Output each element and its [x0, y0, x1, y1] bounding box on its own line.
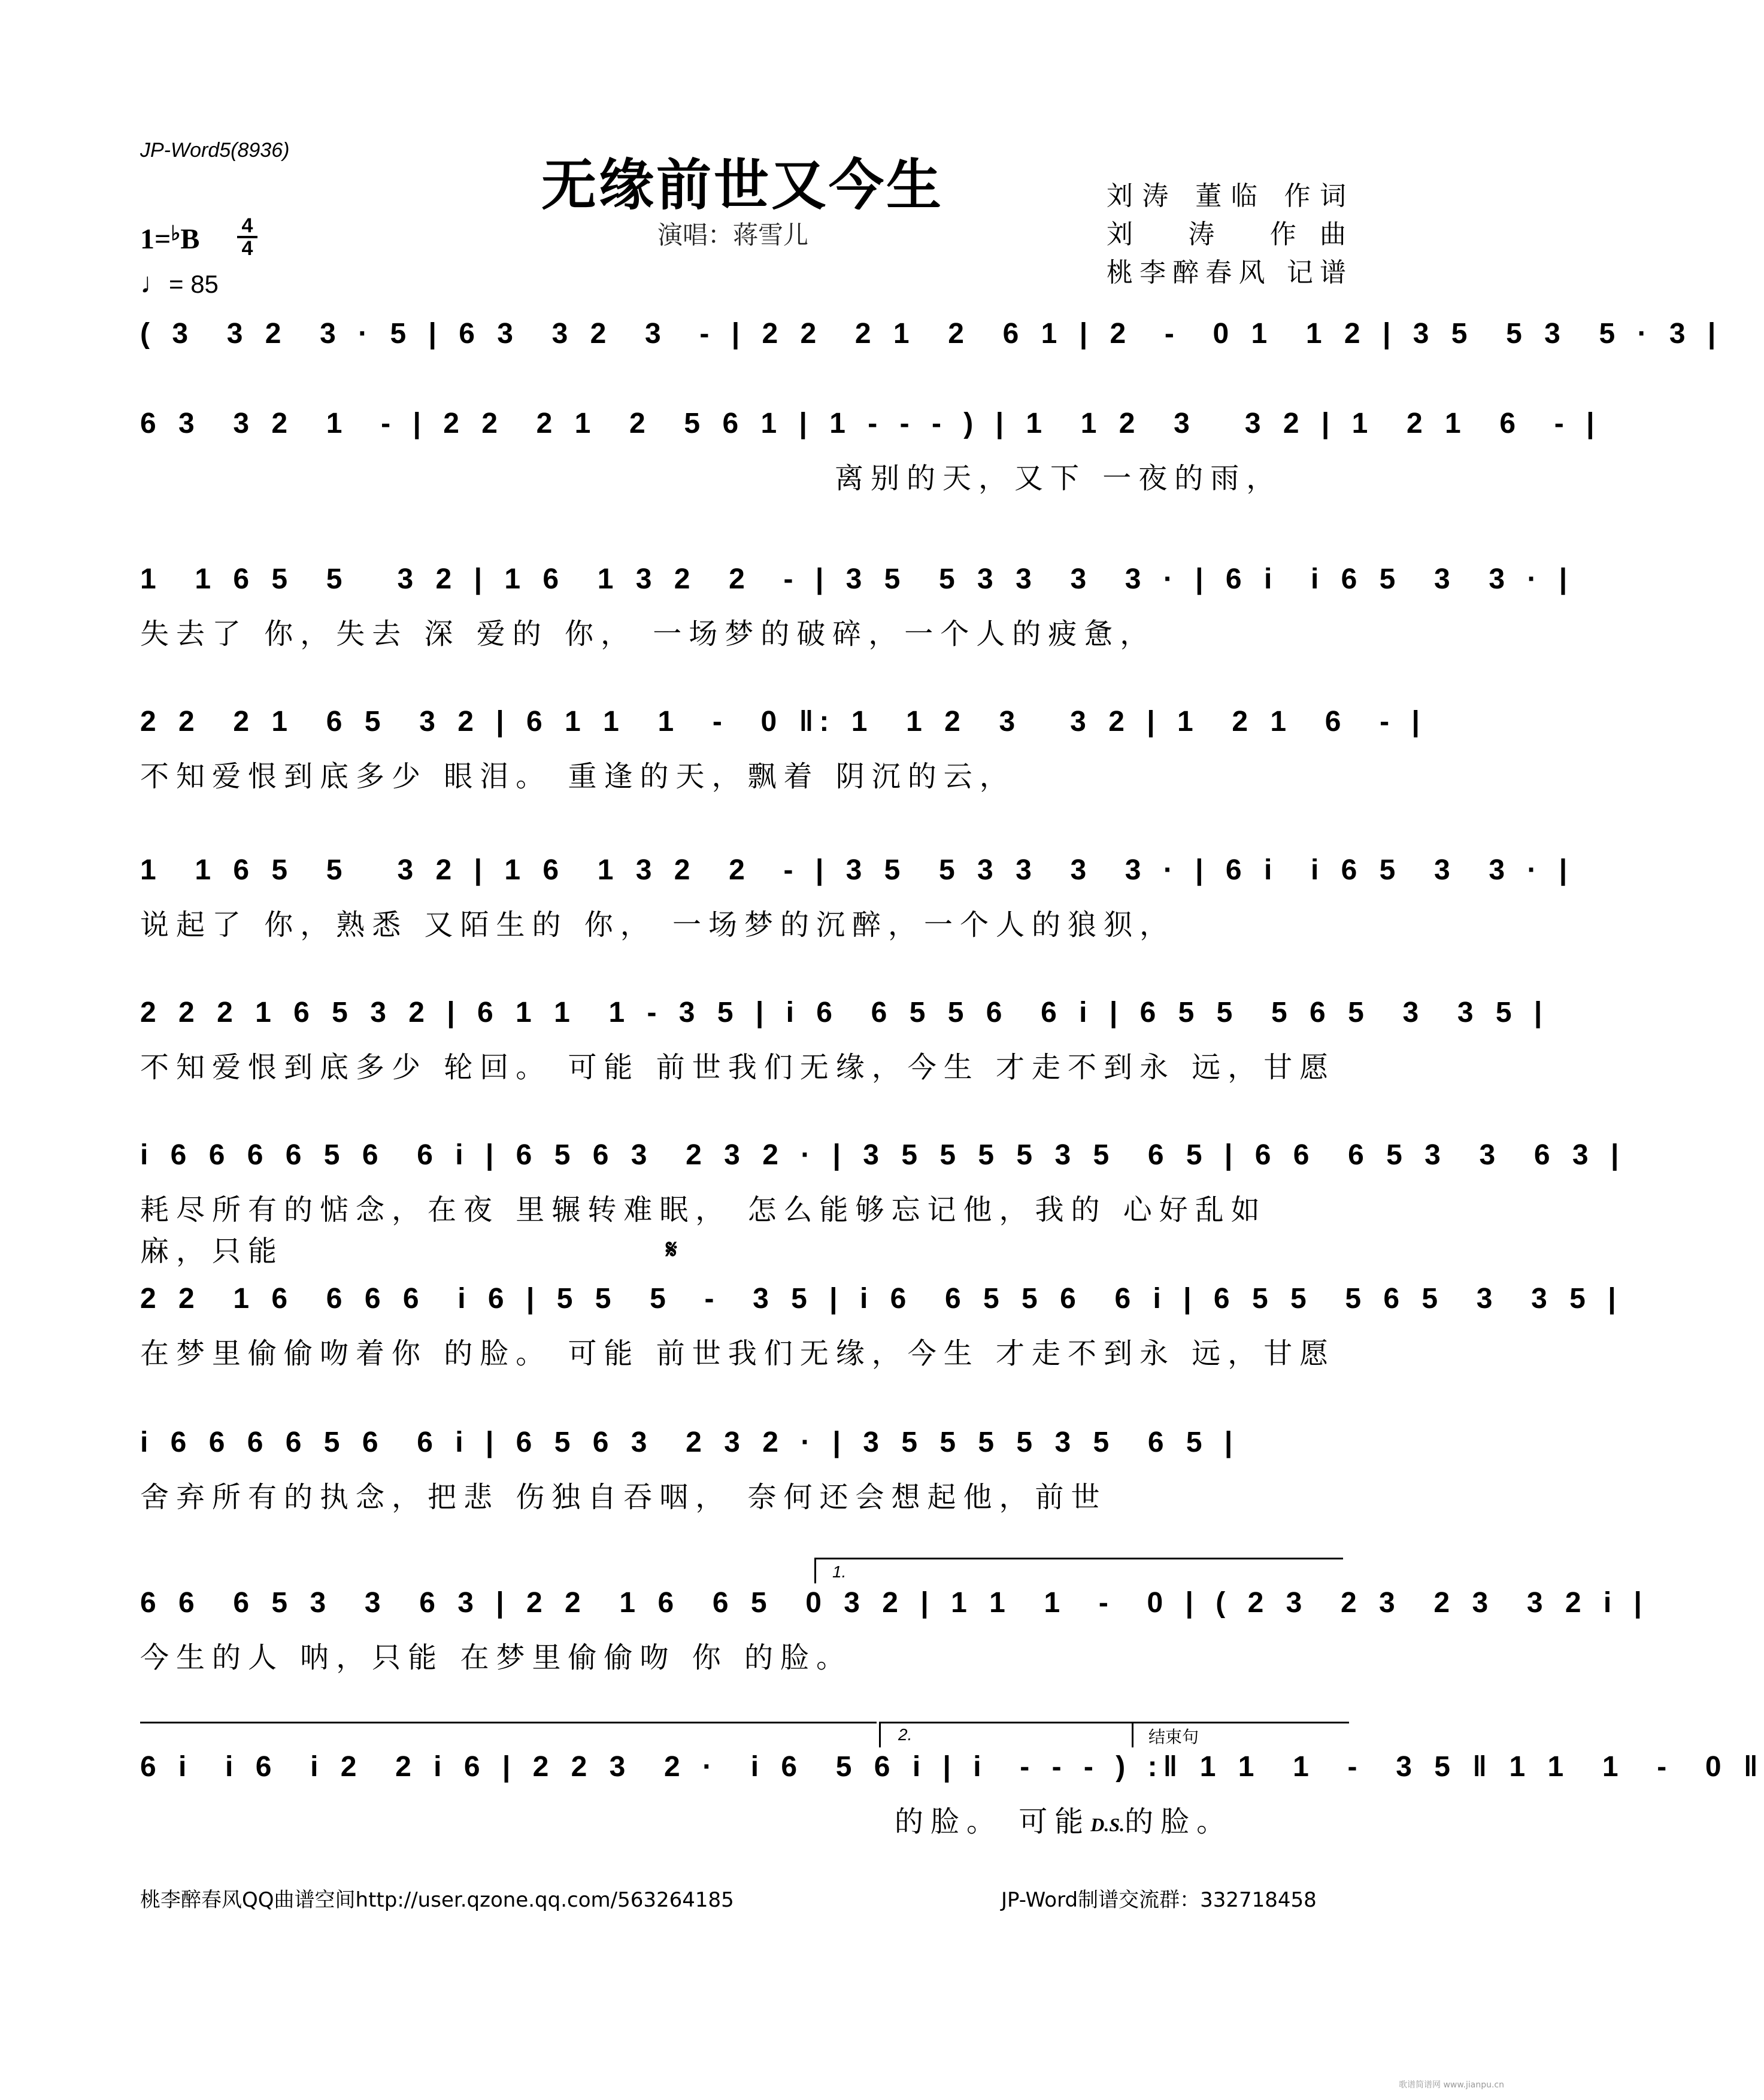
segno-icon: 𝄋 [666, 1234, 677, 1265]
score-system [140, 1282, 1622, 1370]
footer-group: JP-Word制谱交流群：332718458 [1001, 1888, 1317, 1912]
score-system [140, 317, 1722, 403]
key-signature [140, 221, 199, 256]
lyrics-line: 失去了 你，失去 深 爱的 你， 一场梦的破碎，一个人的疲惫， [140, 617, 1156, 651]
lyrics-line: 今生的人 呐，只能 在梦里偷偷吻 你 的脸。 [140, 1641, 853, 1674]
repeat-bracket-line [140, 1722, 877, 1723]
notation-line: 1 1 6 5 5 3 2 | 1 6 1 3 2 2 - | 3 5 5 3 3 3 3 · | 6 i i 6 5 3 3 · | [140, 854, 1574, 886]
lyrics-line: 不知爱恨到底多少 轮回。 可能 前世我们无缘，今生 才走不到永 远，甘愿 [140, 1051, 1336, 1084]
notation-line: 2 2 1 6 6 6 6 i 6 | 5 5 5 - 3 5 | i 6 6 5 5 6 6 i | 6 5 5 5 6 5 3 3 5 | [140, 1283, 1622, 1315]
score-system [140, 1750, 1764, 1838]
notation-line: 2 2 2 1 6 5 3 2 | 6 1 1 1 - 0 ‖: 1 1 2 3 3 2 | 1 2 1 6 - | [140, 706, 1426, 738]
score-system [140, 407, 1601, 495]
lyricist-credit: 刘涛 董临 作词 [1107, 181, 1346, 211]
notation-line: i 6 6 6 6 5 6 6 i | 6 5 6 3 2 3 2 · | 3 5 5 5 5 3 5 6 5 | [140, 1427, 1239, 1458]
notation-line: 2 2 2 1 6 5 3 2 | 6 1 1 1 - 3 5 | i 6 6 5 5 6 6 i | 6 5 5 5 6 5 3 3 5 | [140, 997, 1548, 1028]
notation-line: ( 3 3 2 3 · 5 | 6 3 3 2 3 - | 2 2 2 1 2 6 1 | 2 - 0 1 1 2 | 3 5 5 3 5 · 3 | [140, 318, 1722, 350]
key-prefix: 1= [140, 223, 171, 255]
lyrics-line: 说起了 你，熟悉 又陌生的 你， 一场梦的沉醉，一个人的狼狈， [140, 908, 1176, 942]
time-top: 4 [241, 214, 253, 237]
notation-line: 1 1 6 5 5 3 2 | 1 6 1 3 2 2 - | 3 5 5 3 3 3 3 · | 6 i i 6 5 3 3 · | [140, 563, 1574, 595]
song-title: 无缘前世又今生 [541, 153, 944, 217]
lyrics-line: 离别的天，又下 一夜的雨， [835, 462, 1283, 495]
second-ending-label: 2. [898, 1725, 913, 1744]
notation-line: 6 i i 6 i 2 2 i 6 | 2 2 3 2 · i 6 5 6 i | i - - - ) :‖ 1 1 1 - 3 5 ‖ 1 1 1 - 0 ‖ [140, 1751, 1764, 1783]
site-watermark: 歌谱简谱网 www.jianpu.cn [1399, 2080, 1504, 2090]
transcriber-credit: 桃李醉春风 记谱 [1107, 257, 1346, 288]
time-signature [237, 214, 257, 260]
quarter-note-icon: ♩ [140, 268, 169, 299]
lyrics-text: 的脸。 可能 [895, 1805, 1091, 1838]
score-system [140, 996, 1548, 1084]
score-system [140, 705, 1426, 793]
dal-segno-marking: D.S. [1090, 1814, 1125, 1835]
software-version: JP-Word5(8936) [140, 139, 290, 162]
first-ending-label: 1. [832, 1562, 847, 1581]
score-system [140, 1426, 1347, 1512]
notation-line: 6 6 6 5 3 3 6 3 | 2 2 1 6 6 5 0 3 2 | 1 1 1 - 0 | ( 2 3 2 3 2 3 3 2 i | [140, 1587, 1648, 1619]
coda-label: 结束句 [1148, 1727, 1199, 1747]
score-system [140, 1586, 1648, 1674]
lyrics-line: 舍弃所有的执念，把悲 伤独自吞咽， 奈何还会想起他，前世 [140, 1480, 1107, 1514]
lyrics-line: 耗尽所有的惦念，在夜 里辗转难眠， 怎么能够忘记他，我的 心好乱如 麻，只能 [140, 1193, 1267, 1268]
tempo-marking [140, 267, 219, 300]
flat-icon: ♭ [171, 223, 181, 245]
key-note: B [180, 223, 200, 255]
notation-line: i 6 6 6 6 5 6 6 i | 6 5 6 3 2 3 2 · | 3 5 5 5 5 3 5 6 5 | 6 6 6 5 3 3 6 3 | [140, 1139, 1625, 1171]
time-bottom: 4 [241, 237, 253, 260]
score-system [140, 1139, 1625, 1268]
score-system [140, 854, 1574, 942]
lyrics-line: 在梦里偷偷吻着你 的脸。 可能 前世我们无缘，今生 才走不到永 远，甘愿 [140, 1337, 1336, 1370]
composer-credit: 刘 涛 作曲 [1107, 219, 1346, 250]
singer-credit: 演唱：蒋雪儿 [657, 220, 809, 250]
credits [1107, 177, 1346, 292]
second-ending-bracket [879, 1722, 1132, 1747]
notation-line: 6 3 3 2 1 - | 2 2 2 1 2 5 6 1 | 1 - - - ) | 1 1 2 3 3 2 | 1 2 1 6 - | [140, 408, 1601, 439]
lyrics-line [140, 1798, 1347, 1837]
score-system [140, 563, 1574, 651]
lyrics-line [140, 365, 1347, 403]
lyrics-line: 不知爱恨到底多少 眼泪。 重逢的天，飘着 阴沉的云， [140, 760, 1016, 793]
lyrics-text-end: 的脸。 [1125, 1805, 1233, 1838]
footer-source: 桃李醉春风QQ曲谱空间http://user.qzone.qq.com/563264185 [140, 1888, 734, 1912]
tempo-value: = 85 [169, 270, 219, 298]
first-ending-bracket [814, 1558, 1343, 1583]
